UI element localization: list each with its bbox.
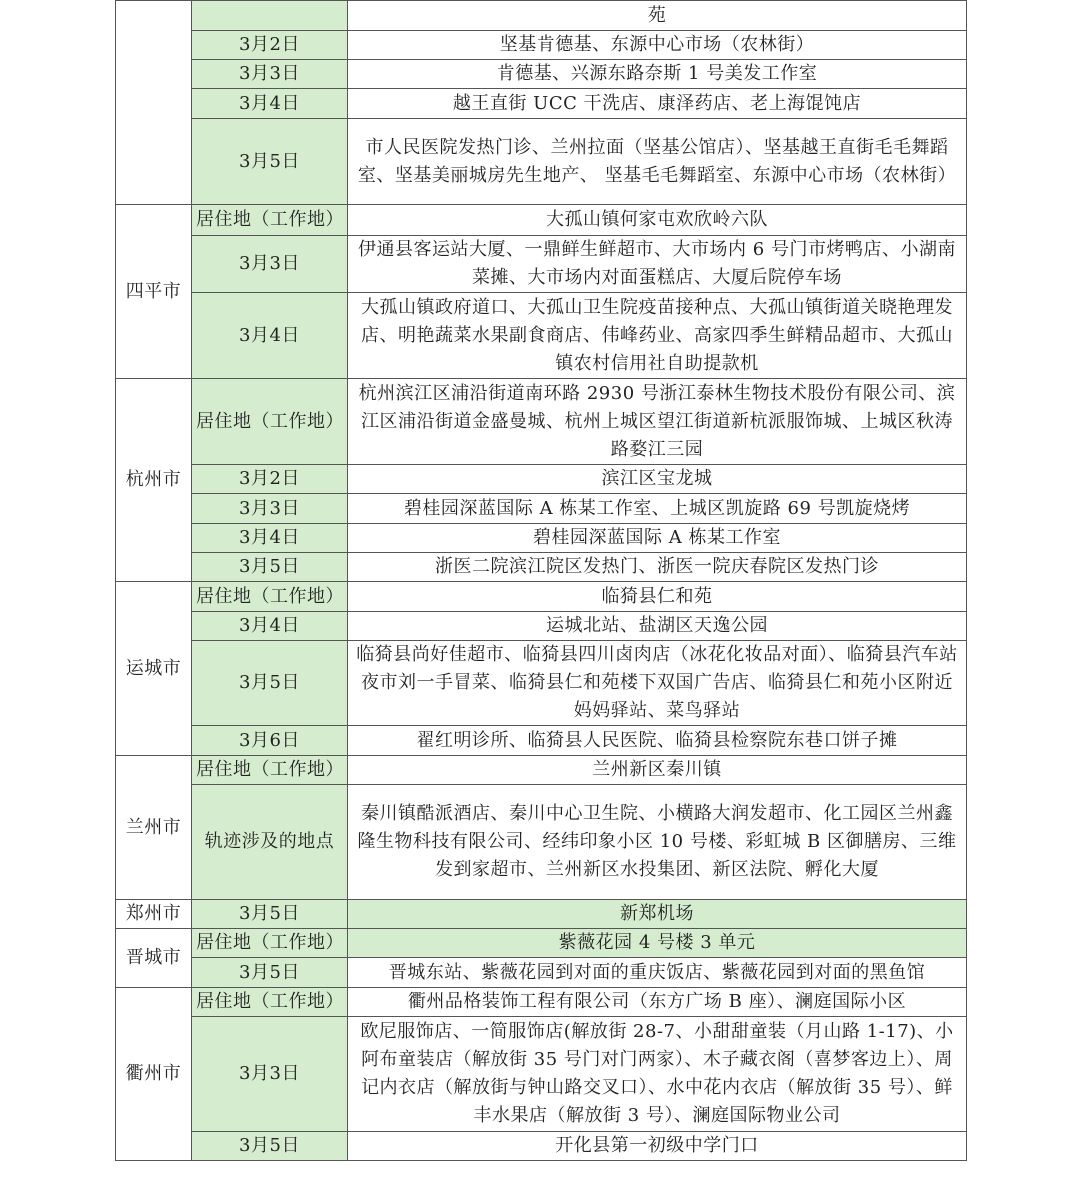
date-label-cell: 3月2日: [192, 465, 348, 494]
places-cell: 兰州新区秦川镇: [348, 756, 967, 785]
places-cell: 临猗县尚好佳超市、临猗县四川卤肉店（冰花化妆品对面）、临猗县汽车站夜市刘一手冒菜、临猗县仁和苑楼下双国广告店、临猗县仁和苑小区附近妈妈驿站、菜鸟驿站: [348, 641, 967, 726]
date-label-cell: 居住地（工作地）: [192, 756, 348, 785]
table-row: [116, 582, 967, 612]
date-label-cell: 3月3日: [192, 494, 348, 524]
table-row: [116, 726, 967, 756]
trajectory-table-body: [116, 1, 967, 1161]
places-cell: 衢州品格装饰工程有限公司（东方广场 B 座）、澜庭国际小区: [348, 988, 967, 1017]
table-row: [116, 988, 967, 1017]
date-label-cell: 3月2日: [192, 31, 348, 60]
places-cell: 紫薇花园 4 号楼 3 单元: [348, 929, 967, 958]
places-cell: 伊通县客运站大厦、一鼎鲜生鲜超市、大市场内 6 号门市烤鸭店、小湖南菜摊、大市场内对面蛋糕店、大厦后院停车场: [348, 236, 967, 293]
city-cell: 衢州市: [116, 988, 192, 1161]
date-label-cell: 3月5日: [192, 900, 348, 929]
date-label-cell: 居住地（工作地）: [192, 379, 348, 465]
table-row: [116, 494, 967, 524]
date-label-cell: 3月3日: [192, 236, 348, 293]
date-label-cell: 3月4日: [192, 293, 348, 379]
places-cell: 晋城东站、紫薇花园到对面的重庆饭店、紫薇花园到对面的黑鱼馆: [348, 958, 967, 988]
date-label-cell: 3月4日: [192, 89, 348, 119]
city-cell: 四平市: [116, 205, 192, 379]
table-row: [116, 900, 967, 929]
places-cell: 秦川镇酷派酒店、秦川中心卫生院、小横路大润发超市、化工园区兰州鑫隆生物科技有限公司、经纬印象小区 10 号楼、彩虹城 B 区御膳房、三维发到家超市、兰州新区水投集团、新区法院、孵化大厦: [348, 785, 967, 900]
date-label-cell: 3月4日: [192, 612, 348, 641]
places-cell: 碧桂园深蓝国际 A 栋某工作室: [348, 524, 967, 553]
table-row: [116, 756, 967, 785]
date-label-cell: 3月3日: [192, 60, 348, 89]
places-cell: 大孤山镇政府道口、大孤山卫生院疫苗接种点、大孤山镇街道关晓艳理发店、明艳蔬菜水果副食商店、伟峰药业、高家四季生鲜精品超市、大孤山镇农村信用社自助提款机: [348, 293, 967, 379]
places-cell: 碧桂园深蓝国际 A 栋某工作室、上城区凯旋路 69 号凯旋烧烤: [348, 494, 967, 524]
places-cell: 滨江区宝龙城: [348, 465, 967, 494]
table-row: [116, 553, 967, 582]
table-row: [116, 236, 967, 293]
table-row: [116, 612, 967, 641]
city-cell: 晋城市: [116, 929, 192, 988]
table-row: [116, 293, 967, 379]
table-row: [116, 929, 967, 958]
city-cell: 兰州市: [116, 756, 192, 900]
table-row: [116, 31, 967, 60]
places-cell: 浙医二院滨江院区发热门、浙医一院庆春院区发热门诊: [348, 553, 967, 582]
date-label-cell: 3月5日: [192, 1132, 348, 1161]
table-row: [116, 465, 967, 494]
date-label-cell: 居住地（工作地）: [192, 582, 348, 612]
places-cell: 新郑机场: [348, 900, 967, 929]
places-cell: 开化县第一初级中学门口: [348, 1132, 967, 1161]
places-cell: 欧尼服饰店、一简服饰店(解放街 28-7、小甜甜童装（月山路 1-17)、小阿布童装店（解放街 35 号门对门两家）、木子藏衣阁（喜梦客边上）、周记内衣店（解放街与钟山路交叉口）、水中花内衣店（解放街 35 号）、鲜丰水果店（解放街 3 号）、澜庭国际物业公司: [348, 1017, 967, 1132]
table-row: [116, 1132, 967, 1161]
date-label-cell: 3月5日: [192, 119, 348, 205]
trajectory-table: [115, 0, 967, 1161]
table-row: [116, 958, 967, 988]
date-label-cell: 轨迹涉及的地点: [192, 785, 348, 900]
table-row: [116, 379, 967, 465]
table-row: [116, 641, 967, 726]
table-row: [116, 1017, 967, 1132]
date-label-cell: 3月6日: [192, 726, 348, 756]
table-row: [116, 89, 967, 119]
places-cell: 坚基肯德基、东源中心市场（农林街）: [348, 31, 967, 60]
places-cell: 苑: [348, 1, 967, 31]
date-label-cell: 居住地（工作地）: [192, 988, 348, 1017]
places-cell: 杭州滨江区浦沿街道南环路 2930 号浙江泰林生物技术股份有限公司、滨江区浦沿街道金盛曼城、杭州上城区望江街道新杭派服饰城、上城区秋涛路婺江三园: [348, 379, 967, 465]
date-label-cell: 3月5日: [192, 958, 348, 988]
date-label-cell: 3月5日: [192, 553, 348, 582]
city-cell: [116, 1, 192, 205]
date-label-cell: 3月5日: [192, 641, 348, 726]
places-cell: 大孤山镇何家屯欢欣岭六队: [348, 205, 967, 236]
date-label-cell: 3月3日: [192, 1017, 348, 1132]
city-cell: 杭州市: [116, 379, 192, 582]
city-cell: 郑州市: [116, 900, 192, 929]
places-cell: 肯德基、兴源东路奈斯 1 号美发工作室: [348, 60, 967, 89]
date-label-cell: 居住地（工作地）: [192, 929, 348, 958]
places-cell: 翟红明诊所、临猗县人民医院、临猗县检察院东巷口饼子摊: [348, 726, 967, 756]
table-row: [116, 60, 967, 89]
places-cell: 运城北站、盐湖区天逸公园: [348, 612, 967, 641]
table-row: [116, 524, 967, 553]
city-cell: 运城市: [116, 582, 192, 756]
date-label-cell: 3月4日: [192, 524, 348, 553]
date-label-cell: [192, 1, 348, 31]
places-cell: 越王直街 UCC 干洗店、康泽药店、老上海馄饨店: [348, 89, 967, 119]
table-row: [116, 119, 967, 205]
table-row: [116, 785, 967, 900]
table-row: [116, 1, 967, 31]
table-row: [116, 205, 967, 236]
places-cell: 市人民医院发热门诊、兰州拉面（坚基公馆店）、坚基越王直街毛毛舞蹈室、坚基美丽城房先生地产、 坚基毛毛舞蹈室、东源中心市场（农林街）: [348, 119, 967, 205]
date-label-cell: 居住地（工作地）: [192, 205, 348, 236]
places-cell: 临猗县仁和苑: [348, 582, 967, 612]
